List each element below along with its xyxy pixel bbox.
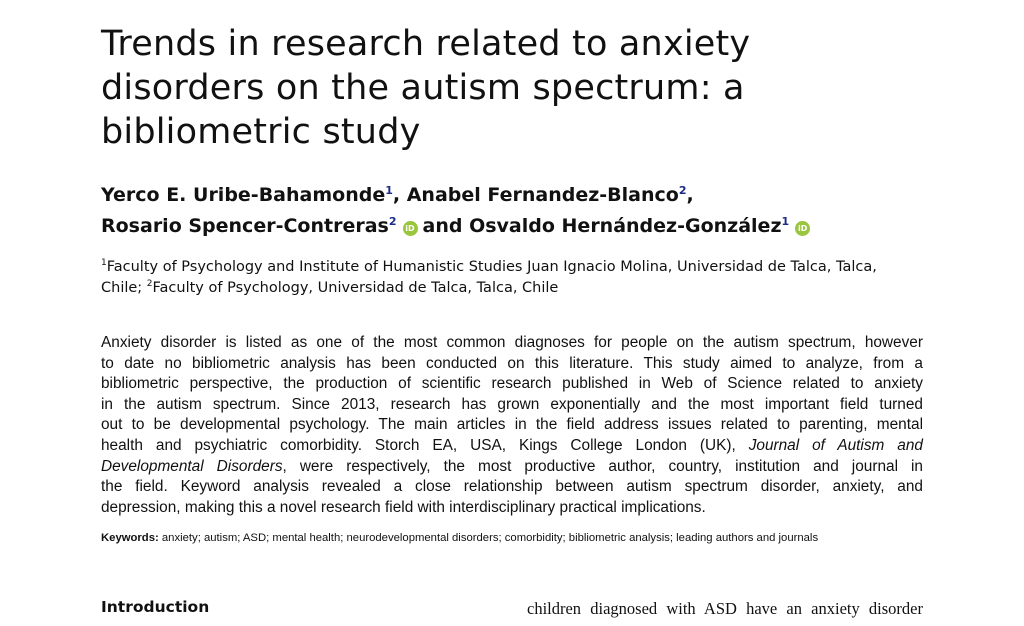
- abstract-text: health and psychiatric comorbidity. Storch EA, USA, Kings College London (UK),: [101, 436, 749, 454]
- author-name: Yerco E. Uribe-Bahamonde: [101, 184, 386, 206]
- keywords: [101, 531, 931, 546]
- title-line: Trends in research related to anxiety: [101, 24, 751, 64]
- title-line: disorders on the autism spectrum: a: [101, 68, 745, 108]
- affiliation-text: Faculty of Psychology, Universidad de Talca, Talca, Chile: [152, 280, 559, 296]
- affiliations: [101, 257, 931, 299]
- affiliation-marker: 2: [678, 184, 687, 197]
- affiliation-marker: 2: [146, 279, 153, 289]
- author-name: Rosario Spencer-Contreras: [101, 215, 389, 237]
- abstract-line: to date no bibliometric analysis has been conducted on this literature. This study aimed to analyze, from a: [101, 354, 923, 372]
- keywords-label: Keywords:: [101, 532, 159, 544]
- affiliation-text: Chile;: [101, 280, 147, 296]
- abstract: [101, 333, 923, 518]
- section-heading-introduction: Introduction: [101, 598, 210, 616]
- abstract-line: in the autism spectrum. Since 2013, research has grown exponentially and the most important field turned: [101, 395, 923, 413]
- affiliation-marker: 1: [101, 258, 107, 268]
- orcid-icon[interactable]: iD: [795, 221, 810, 236]
- author-line-1: [101, 180, 931, 211]
- journal-name: Developmental Disorders: [101, 457, 283, 475]
- abstract-line: depression, making this a novel research field with interdisciplinary practical implications.: [101, 498, 706, 516]
- author-name: Anabel Fernandez-Blanco: [406, 184, 679, 206]
- abstract-line: the field. Keyword analysis revealed a close relationship between autism spectrum disorder, anxiety, and: [101, 478, 923, 496]
- abstract-line: out to be developmental psychology. The main articles in the field address issues related to parenting, mental: [101, 416, 923, 434]
- author-list: [101, 180, 931, 242]
- orcid-icon[interactable]: iD: [403, 221, 418, 236]
- affiliation-text: Faculty of Psychology and Institute of Humanistic Studies Juan Ignacio Molina, Universidad de Talca, Talca,: [106, 259, 877, 275]
- keywords-text: anxiety; autism; ASD; mental health; neurodevelopmental disorders; comorbidity; bibliometric analysis; leading authors and journals: [158, 532, 819, 544]
- affiliation-line-1: [101, 257, 931, 278]
- abstract-line: [101, 436, 923, 457]
- author-name: Osvaldo Hernández-González: [469, 215, 782, 237]
- abstract-text: , were respectively, the most productive author, country, institution and journal in: [282, 457, 923, 475]
- paper-title: [101, 22, 921, 154]
- author-separator: ,: [392, 184, 407, 206]
- affiliation-line-2: [101, 278, 931, 299]
- affiliation-marker: 2: [388, 215, 397, 228]
- affiliation-marker: 1: [385, 184, 393, 197]
- journal-name: Journal of Autism and: [748, 436, 923, 454]
- title-line: bibliometric study: [101, 112, 421, 152]
- abstract-line: [101, 457, 923, 478]
- author-separator: ,: [686, 184, 694, 206]
- abstract-line: Anxiety disorder is listed as one of the most common diagnoses for people on the autism spectrum, however: [101, 334, 923, 351]
- author-line-2: [101, 211, 931, 242]
- abstract-line: bibliometric perspective, the production of scientific research published in Web of Science related to anxiety: [101, 375, 923, 393]
- affiliation-marker: 1: [781, 215, 790, 228]
- author-conjunction: and: [422, 215, 463, 237]
- body-text-column-2: children diagnosed with ASD have an anxiety disorder: [527, 599, 923, 618]
